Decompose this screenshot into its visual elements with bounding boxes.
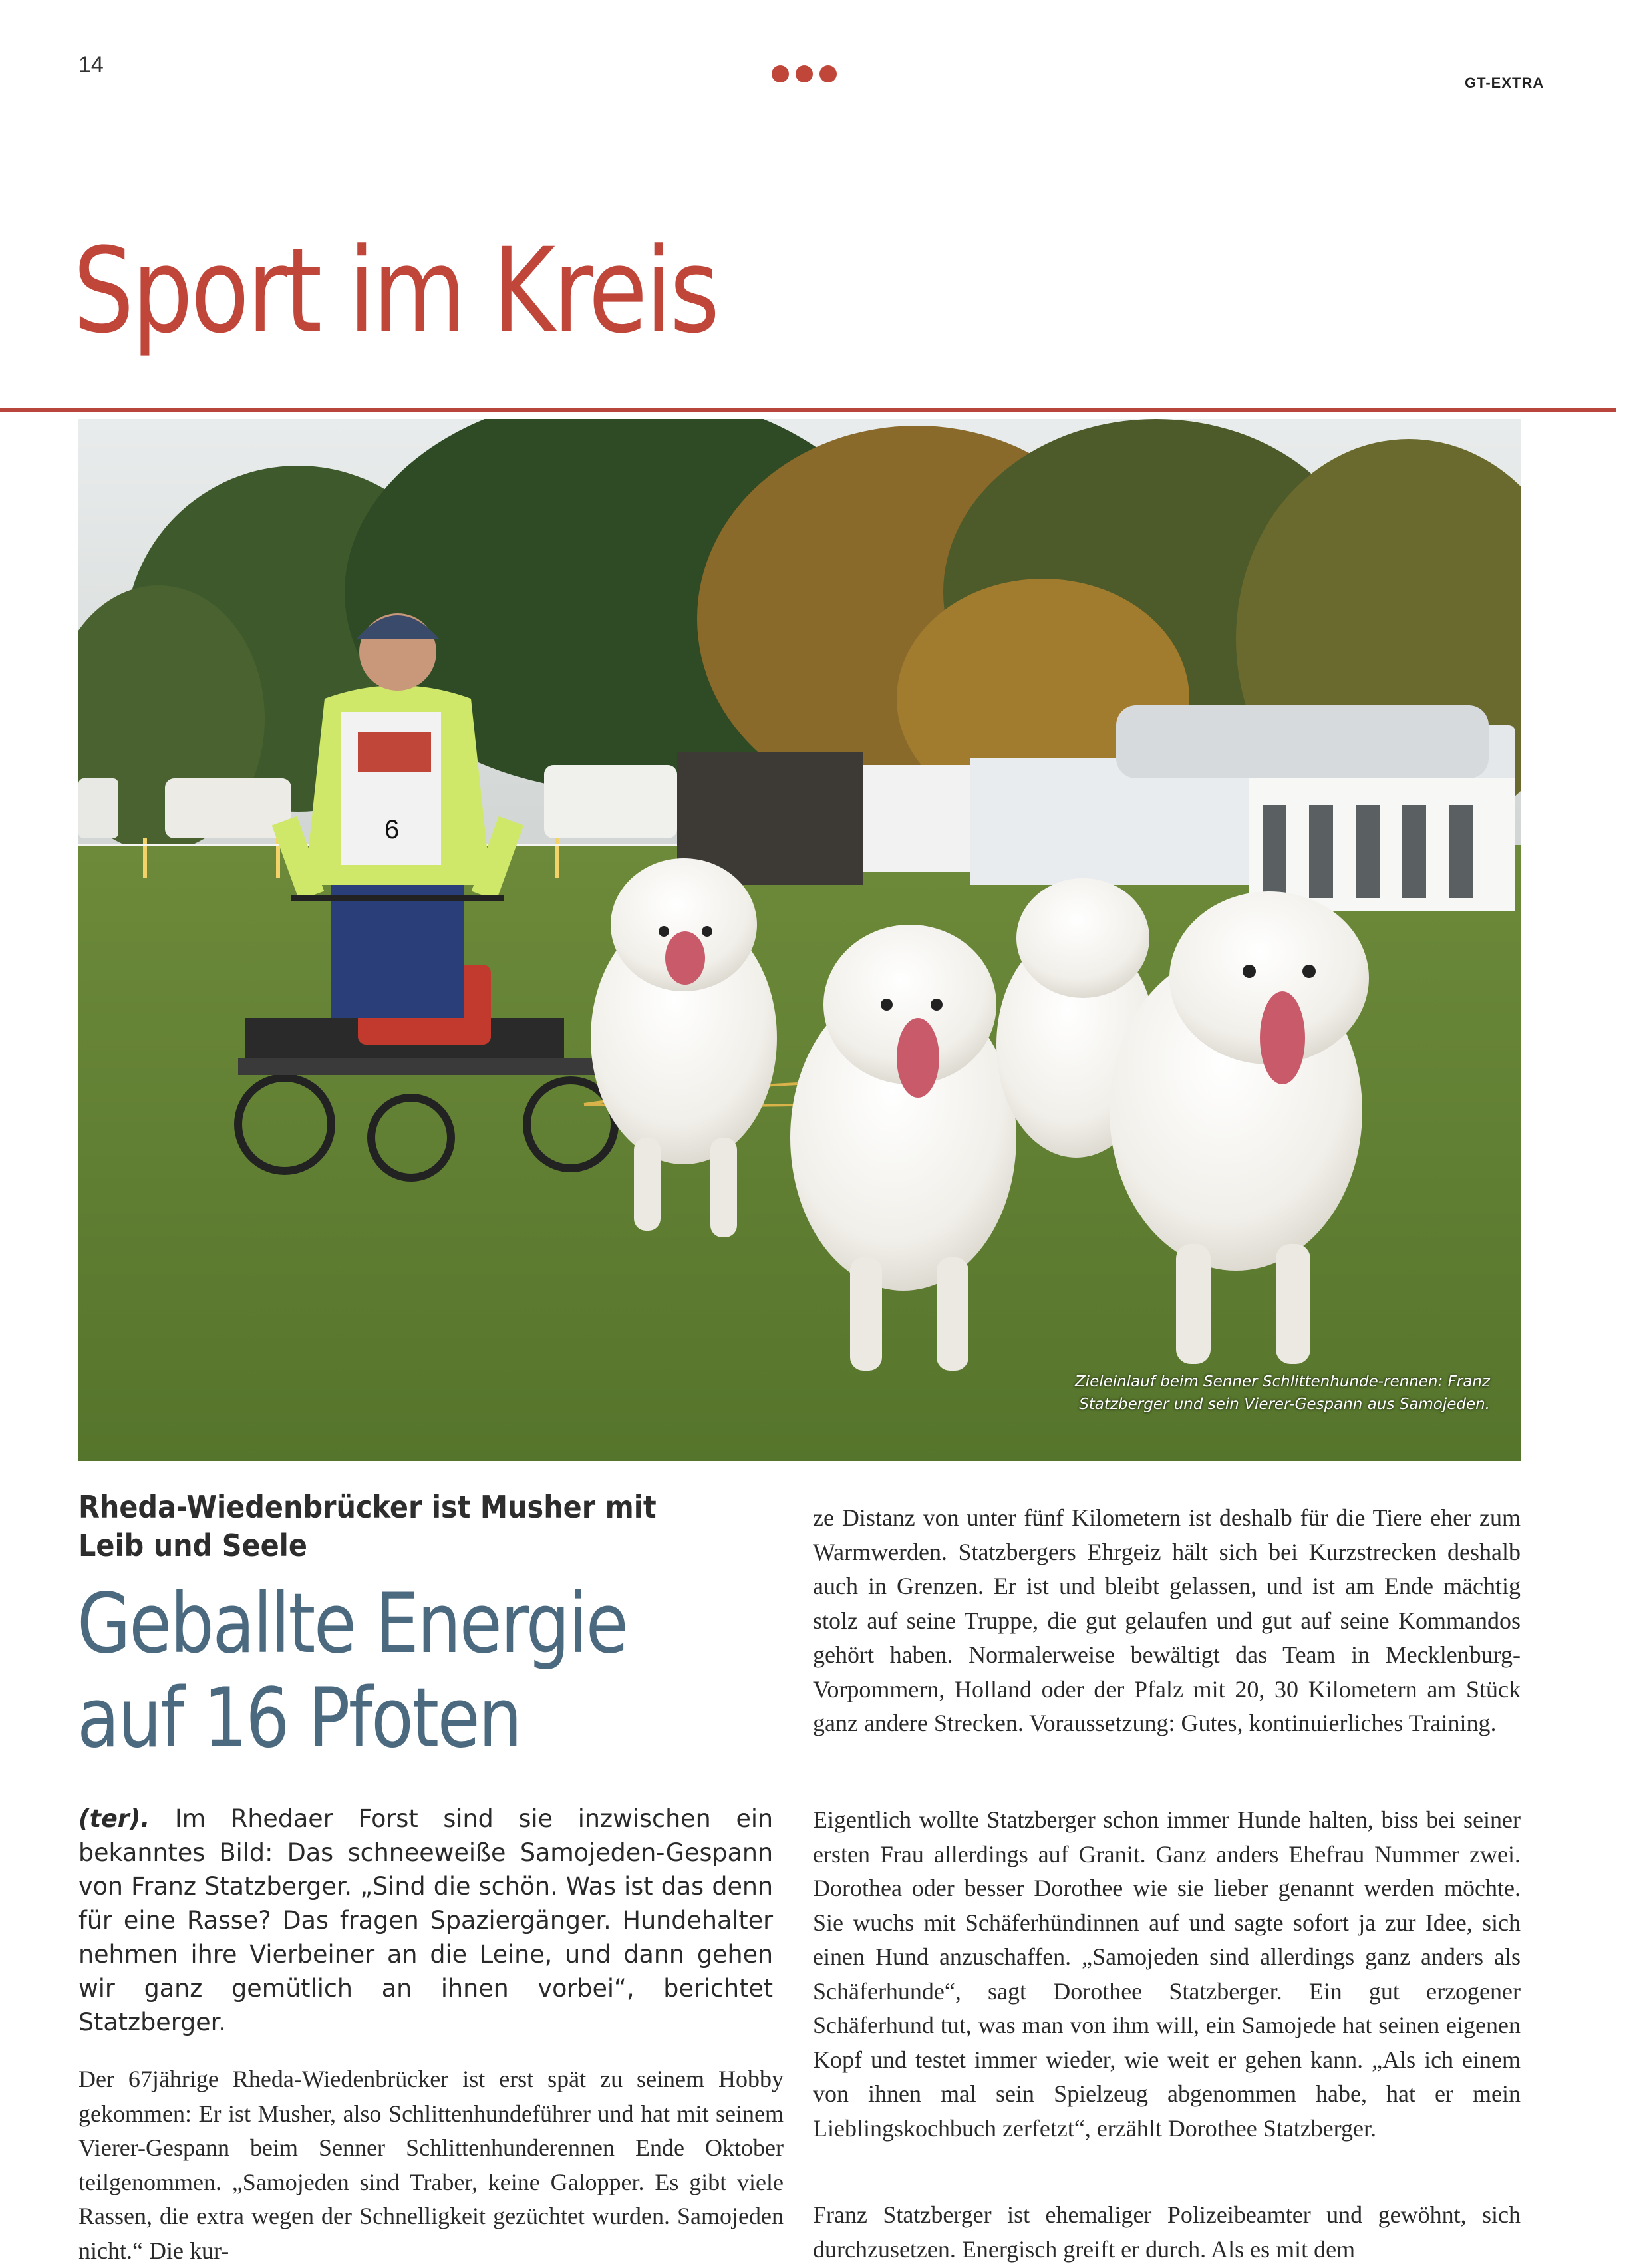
dot-icon [796,65,813,82]
body-paragraph-left: Der 67jährige Rheda-Wiedenbrücker ist erst spät zu seinem Hobby gekommen: Er ist Musher, also Schlittenhundeführer und hat mit seinem Vierer-Gespann beim Senner Schlittenhunderennen Ende Oktober teilgenommen. „Samojeden sind Traber, keine Galopper. Es gibt viele Rassen, die extra wegen der Schnelligkeit gezüchtet wurden. Samojeden nicht.“ Die kur- [78,2066,784,2264]
body-paragraph-right-1: ze Distanz von unter fünf Kilometern ist deshalb für die Tiere eher zum Warmwerden. Statzbergers Ehrgeiz hält sich bei Kurzstrecken deshalb auch in Grenzen. Er ist und bleibt gelassen, und ist am Ende mächtig stolz auf seine Truppe, die gut gelaufen und gut auf seine Kommandos gehört haben. Normalerweise bewältigt das Team in Mecklenburg-Vorpommern, Holland oder der Pfalz mit 20, 30 Kilometern am Stück ganz andere Strecken. Voraussetzung: Gutes, kontinuierliches Training. [813,1504,1521,1736]
dot-icon [820,65,837,82]
article-kicker: Rheda-Wiedenbrücker ist Musher mit Leib und Seele [78,1489,657,1563]
bib-number: 6 [384,815,400,844]
publication-name: GT-EXTRA [1465,75,1545,91]
page-number: 14 [78,52,104,77]
article-lead [78,1802,773,2039]
article-headline: Geballte Energie auf 16 Pfoten [77,1576,627,1766]
photo-caption: Zieleinlauf beim Senner Schlittenhunde-rennen: Franz Statzberger und sein Vierer-Gespann aus Samojeden. [1074,1373,1490,1413]
article-photo [78,419,1521,1461]
body-paragraph-right-2: Eigentlich wollte Statzberger schon immer Hunde halten, biss bei seiner ersten Frau allerdings auf Granit. Ganz anders Ehefrau Nummer zwei. Dorothea oder besser Dorothee wie sie lieber genannt werden möchte. Sie wuchs mit Schäferhündinnen auf und sagte sofort ja zur Idee, sich einen Hund anzuschaffen. „Samojeden sind allerdings ganz anders als Schäferhunde“, sagt Dorothee Statzberger. Ein gut erzogener Schäferhund tut, was man von ihm will, ein Samojede hat seinen eigenen Kopf und testet immer wieder, wie weit er gehen kann. „Als ich einem von ihnen mal sein Spielzeug abgenommen habe, hat er mein Lieblingskochbuch zerfetzt“, erzählt Dorothee Statzberger. [813,1806,1521,2142]
dot-icon [772,65,789,82]
section-title: Sport im Kreis [73,223,718,359]
section-divider [0,408,1616,412]
section-dots [772,65,837,82]
body-paragraph-right-3: Franz Statzberger ist ehemaliger Polizeibeamter und gewöhnt, sich durchzusetzen. Energisch greift er durch. Als es mit dem [813,2201,1521,2263]
author-tag: (ter). [78,1804,150,1833]
lead-text: Im Rhedaer Forst sind sie inzwischen ein bekanntes Bild: Das schneeweiße Samojeden-Gespann von Franz Statzberger. „Sind die schön. Was ist das denn für eine Rasse? Das fragen Spaziergänger. Hundehalter nehmen ihre Vierbeiner an die Leine, und dann gehen wir ganz gemütlich an ihnen vorbei“, berichtet Statzberger. [78,1804,774,2036]
